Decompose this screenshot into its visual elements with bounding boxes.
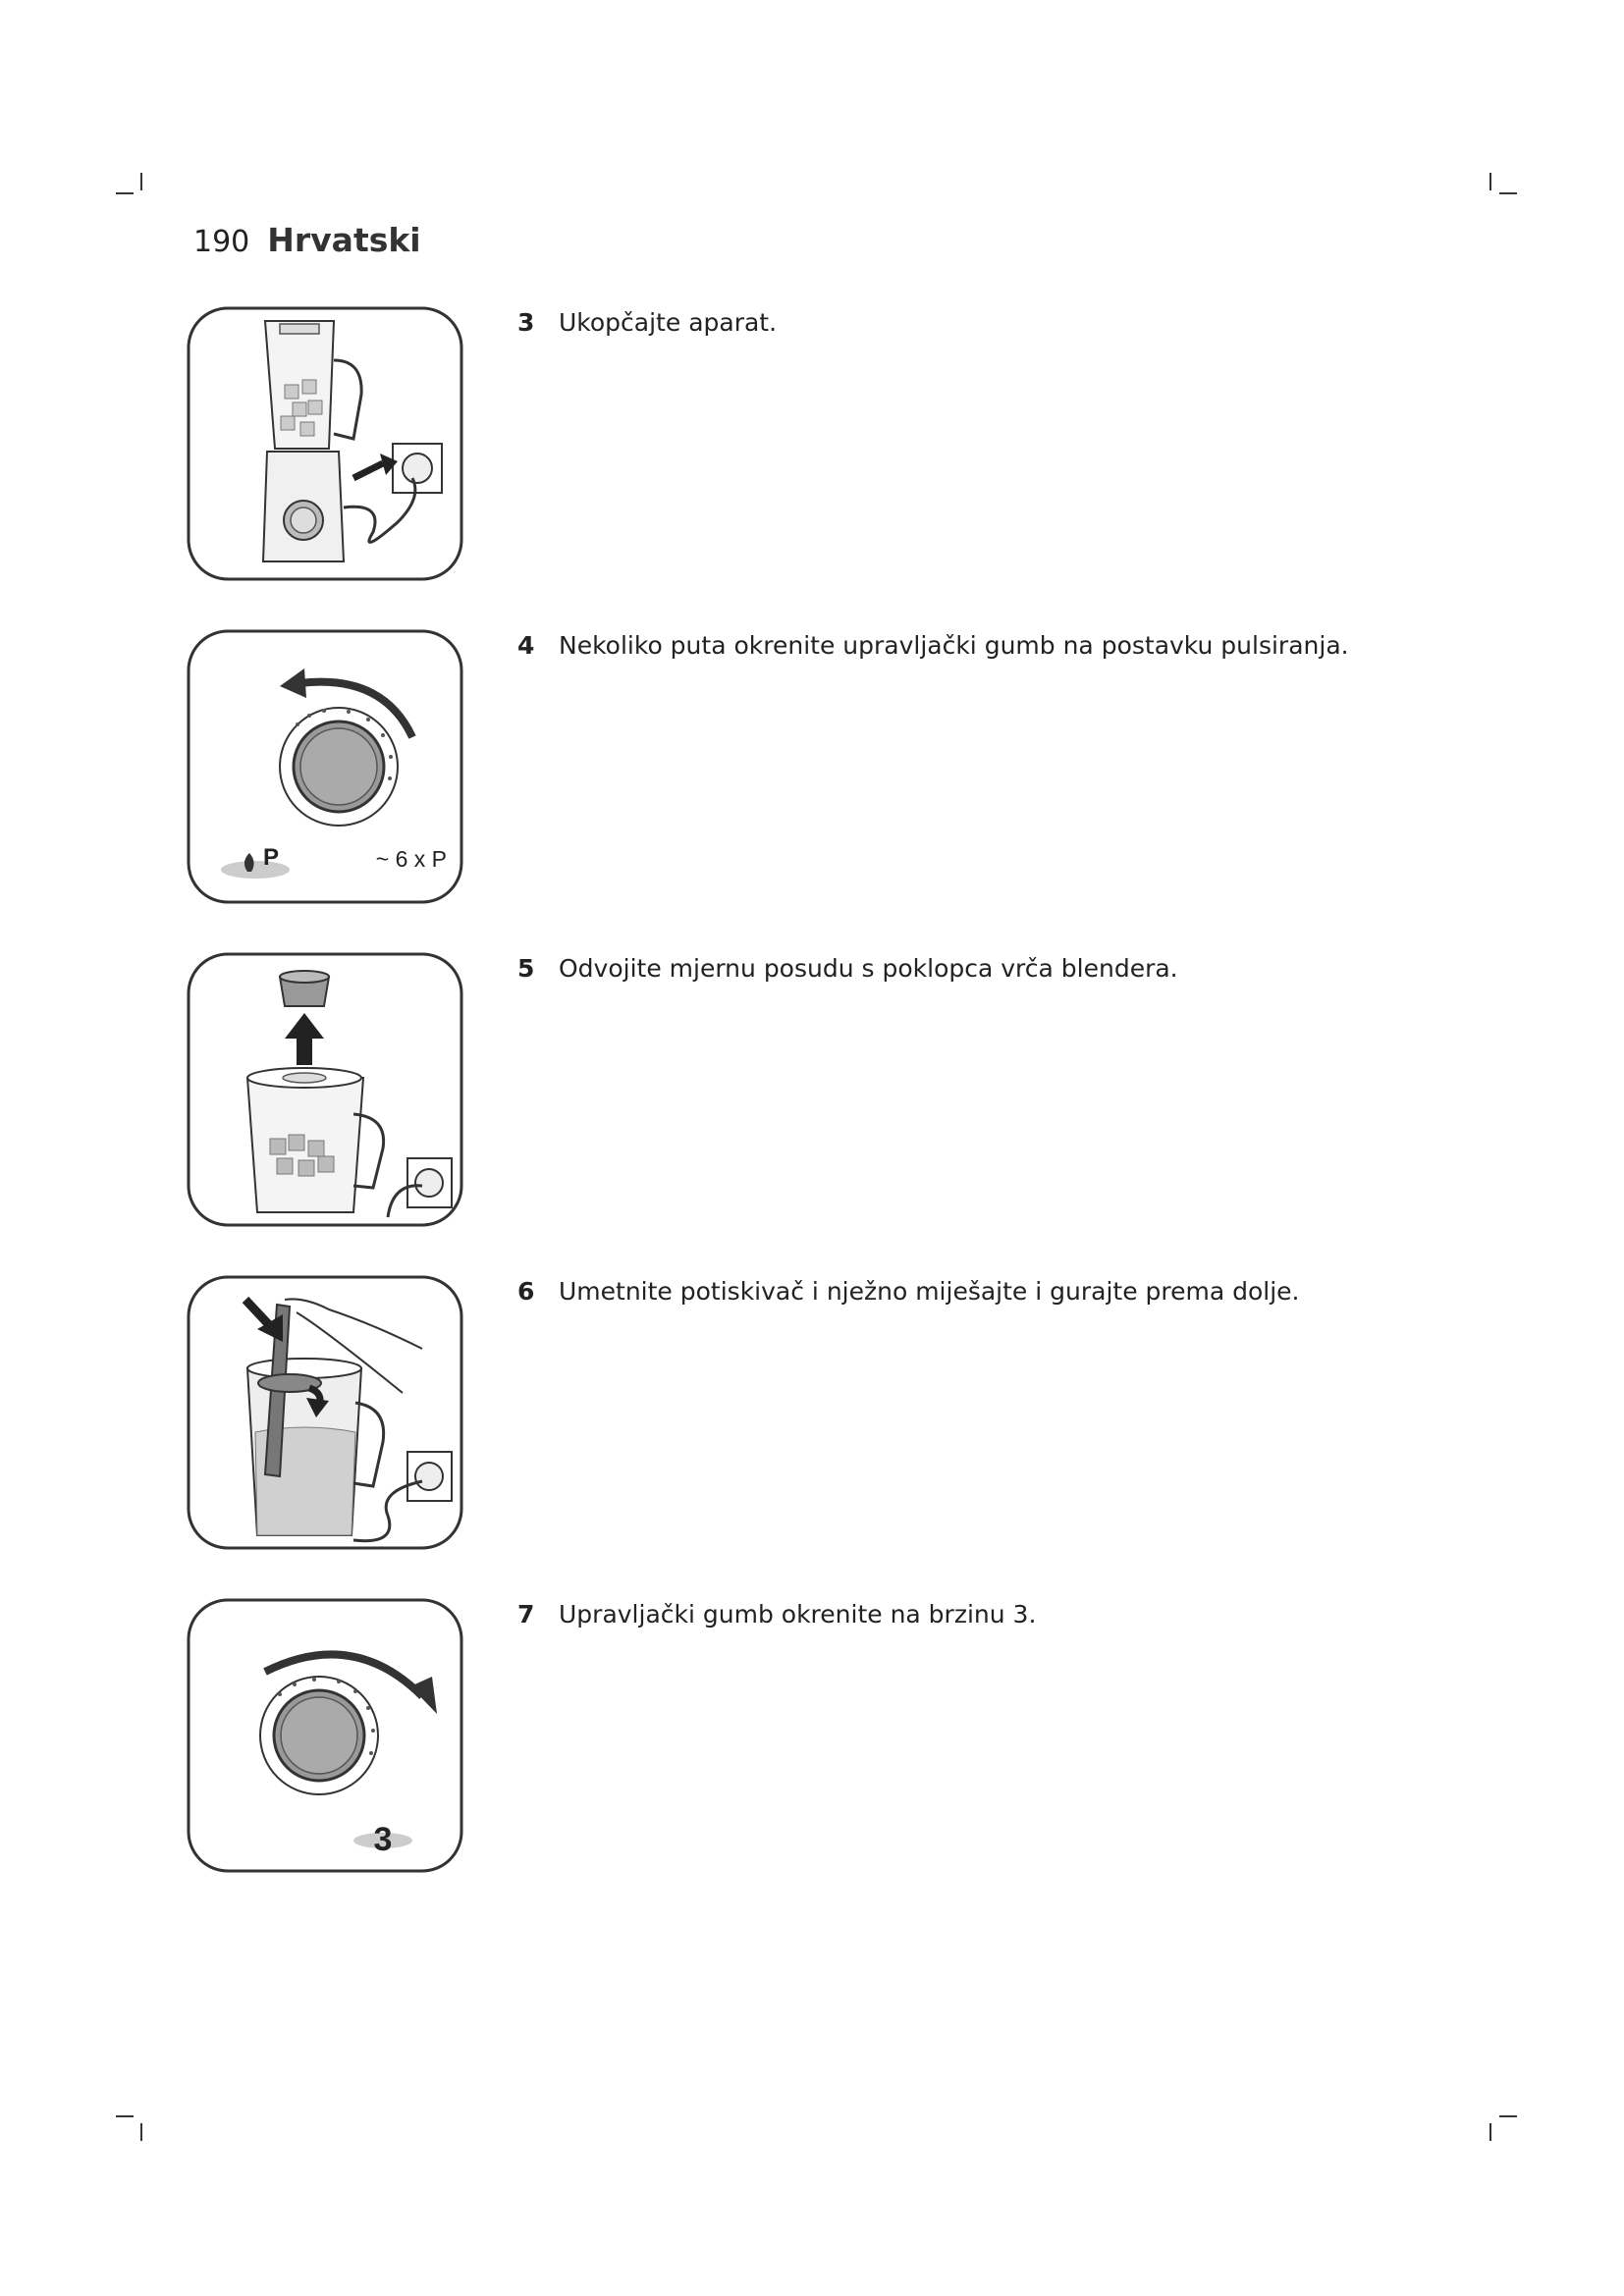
crop-mark-top-left-v: [140, 173, 142, 190]
page-language-title: Hrvatski: [267, 221, 421, 259]
step-text: Umetnite potiskivač i nježno miješajte i gurajte prema dolje.: [559, 1277, 1300, 1306]
step-number: 4: [517, 631, 535, 660]
repeat-label: ~ 6 x P: [375, 846, 447, 872]
crop-mark-bottom-left-v: [140, 2123, 142, 2141]
crop-mark-bottom-right-h: [1499, 2115, 1517, 2117]
step-instruction: [517, 308, 777, 337]
crop-mark-bottom-left-h: [116, 2115, 134, 2117]
crop-mark-top-right-v: [1489, 173, 1491, 190]
page-header: [193, 221, 421, 260]
step-instruction: [517, 954, 1178, 983]
step-6: [187, 1275, 1463, 1560]
step-number: 7: [517, 1600, 535, 1629]
step-3: [187, 306, 1463, 591]
control-knob-speed-3-illustration: [187, 1598, 463, 1873]
pulse-label: P: [263, 844, 280, 871]
step-instruction: [517, 631, 1349, 660]
crop-mark-bottom-right-v: [1489, 2123, 1491, 2141]
page-number: 190: [193, 225, 250, 259]
speed-label: 3: [373, 1821, 393, 1858]
blender-plug-in-illustration: [187, 306, 463, 581]
control-knob-pulse-illustration: [187, 629, 463, 904]
step-number: 6: [517, 1277, 535, 1306]
step-5: [187, 952, 1463, 1237]
step-text: Odvojite mjernu posudu s poklopca vrča blendera.: [559, 954, 1178, 983]
step-number: 3: [517, 308, 535, 337]
step-text: Upravljački gumb okrenite na brzinu 3.: [559, 1600, 1037, 1629]
step-text: Nekoliko puta okrenite upravljački gumb na postavku pulsiranja.: [559, 631, 1349, 660]
crop-mark-top-right-h: [1499, 192, 1517, 194]
step-number: 5: [517, 954, 535, 983]
step-text: Ukopčajte aparat.: [559, 308, 778, 337]
step-instruction: [517, 1277, 1300, 1306]
step-instruction: [517, 1600, 1036, 1629]
remove-measuring-cup-illustration: [187, 952, 463, 1227]
step-4: [187, 629, 1463, 914]
tamper-stir-illustration: [187, 1275, 463, 1550]
step-7: [187, 1598, 1463, 1883]
crop-mark-top-left-h: [116, 192, 134, 194]
